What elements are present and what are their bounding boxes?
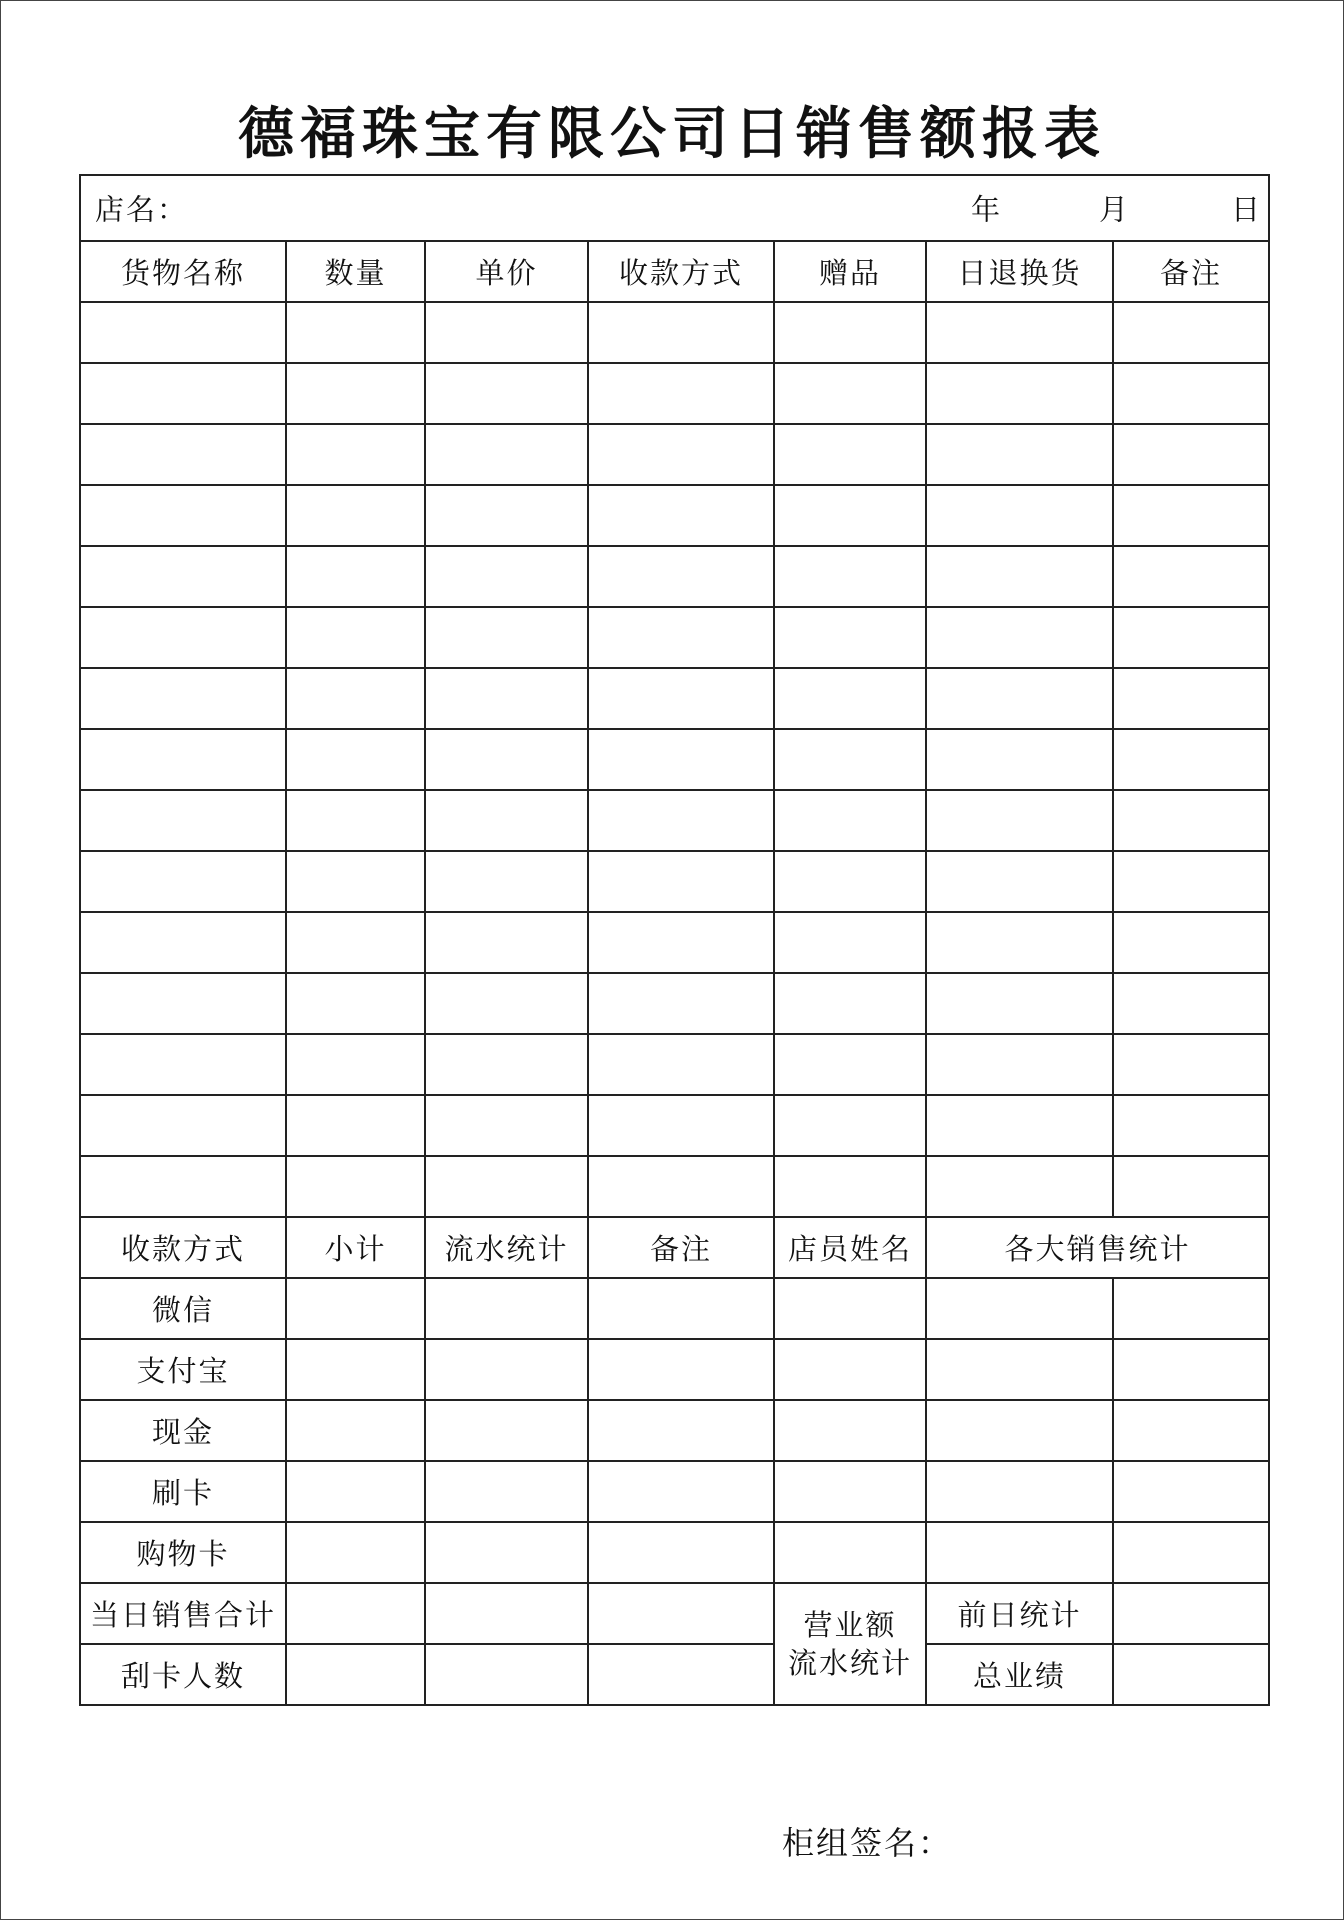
payment-row <box>80 1339 1269 1400</box>
item-cell[interactable] <box>774 729 926 790</box>
payment-cell[interactable] <box>286 1278 425 1339</box>
payment-cell[interactable] <box>425 1339 588 1400</box>
shop-date-row <box>80 175 1269 241</box>
payment-cell[interactable] <box>425 1278 588 1339</box>
payment-cell[interactable] <box>588 1339 774 1400</box>
payment-cell[interactable] <box>1113 1461 1269 1522</box>
summary-flow: 流水统计 <box>425 1217 588 1278</box>
item-row <box>80 302 1269 363</box>
header-returns: 日退换货 <box>926 241 1113 302</box>
item-row <box>80 1034 1269 1095</box>
counter-signature-label: 柜组签名： <box>782 1824 953 1862</box>
payment-cell[interactable] <box>1113 1278 1269 1339</box>
summary-subtotal: 小计 <box>286 1217 425 1278</box>
item-cell[interactable] <box>425 363 588 424</box>
item-cell[interactable] <box>774 546 926 607</box>
payment-cell[interactable] <box>1113 1522 1269 1583</box>
payment-label: 刷卡 <box>80 1461 286 1522</box>
overall-label: 总业绩 <box>926 1644 1113 1705</box>
item-cell[interactable] <box>774 912 926 973</box>
item-cell[interactable] <box>588 851 774 912</box>
item-cell[interactable] <box>926 302 1113 363</box>
item-cell[interactable] <box>926 1156 1113 1217</box>
item-cell[interactable] <box>80 1095 286 1156</box>
item-cell[interactable] <box>425 424 588 485</box>
payment-cell[interactable] <box>1113 1400 1269 1461</box>
item-cell[interactable] <box>80 1156 286 1217</box>
item-cell[interactable] <box>588 790 774 851</box>
payment-row <box>80 1461 1269 1522</box>
item-cell[interactable] <box>425 1034 588 1095</box>
item-row <box>80 973 1269 1034</box>
item-cell[interactable] <box>80 729 286 790</box>
card-count-row <box>80 1644 1269 1705</box>
item-cell[interactable] <box>1113 1034 1269 1095</box>
report-title: 德福珠宝有限公司日销售额报表 <box>238 101 1106 167</box>
header-goods-name: 货物名称 <box>80 241 286 302</box>
item-cell[interactable] <box>774 1095 926 1156</box>
year-label: 年 <box>971 192 1003 227</box>
payment-cell[interactable] <box>588 1278 774 1339</box>
prev-day-value[interactable] <box>1113 1583 1269 1644</box>
item-row <box>80 546 1269 607</box>
item-cell[interactable] <box>425 729 588 790</box>
summary-clerk-name: 店员姓名 <box>774 1217 926 1278</box>
item-cell[interactable] <box>926 607 1113 668</box>
sales-report-table <box>79 174 1270 1706</box>
item-cell[interactable] <box>588 363 774 424</box>
card-count-cell[interactable] <box>425 1644 588 1705</box>
item-cell[interactable] <box>286 1156 425 1217</box>
item-cell[interactable] <box>926 668 1113 729</box>
prev-day-label: 前日统计 <box>926 1583 1113 1644</box>
item-cell[interactable] <box>425 607 588 668</box>
payment-row <box>80 1278 1269 1339</box>
revenue-label-line1: 营业额 <box>803 1608 897 1642</box>
item-cell[interactable] <box>774 363 926 424</box>
item-cell[interactable] <box>1113 546 1269 607</box>
item-cell[interactable] <box>774 485 926 546</box>
item-row <box>80 729 1269 790</box>
item-cell[interactable] <box>926 851 1113 912</box>
payment-cell[interactable] <box>774 1461 926 1522</box>
payment-cell[interactable] <box>1113 1339 1269 1400</box>
item-cell[interactable] <box>1113 424 1269 485</box>
item-cell[interactable] <box>286 1034 425 1095</box>
item-row <box>80 363 1269 424</box>
item-cell[interactable] <box>774 790 926 851</box>
item-cell[interactable] <box>1113 302 1269 363</box>
item-cell[interactable] <box>1113 729 1269 790</box>
payment-cell[interactable] <box>926 1339 1113 1400</box>
item-cell[interactable] <box>1113 1095 1269 1156</box>
item-cell[interactable] <box>926 1095 1113 1156</box>
day-label: 日 <box>1231 192 1263 227</box>
item-row <box>80 607 1269 668</box>
item-cell[interactable] <box>286 790 425 851</box>
item-cell[interactable] <box>80 546 286 607</box>
item-cell[interactable] <box>286 912 425 973</box>
revenue-flow-label <box>774 1583 926 1705</box>
item-cell[interactable] <box>588 729 774 790</box>
item-cell[interactable] <box>80 302 286 363</box>
item-cell[interactable] <box>588 607 774 668</box>
item-cell[interactable] <box>425 973 588 1034</box>
item-cell[interactable] <box>425 485 588 546</box>
daily-total-row <box>80 1583 1269 1644</box>
item-cell[interactable] <box>588 1034 774 1095</box>
card-count-cell[interactable] <box>588 1644 774 1705</box>
item-cell[interactable] <box>80 485 286 546</box>
item-cell[interactable] <box>286 363 425 424</box>
payment-cell[interactable] <box>774 1400 926 1461</box>
item-cell[interactable] <box>1113 851 1269 912</box>
item-cell[interactable] <box>774 851 926 912</box>
item-cell[interactable] <box>926 424 1113 485</box>
item-cell[interactable] <box>286 851 425 912</box>
payment-cell[interactable] <box>286 1400 425 1461</box>
total-cell[interactable] <box>588 1583 774 1644</box>
payment-cell[interactable] <box>425 1400 588 1461</box>
item-row <box>80 1095 1269 1156</box>
overall-value[interactable] <box>1113 1644 1269 1705</box>
item-cell[interactable] <box>425 1156 588 1217</box>
item-cell[interactable] <box>1113 912 1269 973</box>
item-cell[interactable] <box>588 668 774 729</box>
item-cell[interactable] <box>774 607 926 668</box>
item-row <box>80 668 1269 729</box>
item-cell[interactable] <box>1113 973 1269 1034</box>
item-cell[interactable] <box>588 302 774 363</box>
item-row <box>80 851 1269 912</box>
payment-cell[interactable] <box>588 1522 774 1583</box>
item-cell[interactable] <box>80 668 286 729</box>
card-count-label: 刮卡人数 <box>80 1644 286 1705</box>
item-cell[interactable] <box>588 546 774 607</box>
payment-cell[interactable] <box>774 1278 926 1339</box>
daily-total-label: 当日销售合计 <box>80 1583 286 1644</box>
payment-cell[interactable] <box>926 1278 1113 1339</box>
item-row <box>80 424 1269 485</box>
item-cell[interactable] <box>1113 607 1269 668</box>
item-cell[interactable] <box>286 607 425 668</box>
payment-cell[interactable] <box>286 1522 425 1583</box>
item-cell[interactable] <box>588 1095 774 1156</box>
item-cell[interactable] <box>926 729 1113 790</box>
payment-cell[interactable] <box>588 1400 774 1461</box>
item-cell[interactable] <box>1113 363 1269 424</box>
item-cell[interactable] <box>80 363 286 424</box>
payment-cell[interactable] <box>425 1522 588 1583</box>
total-cell[interactable] <box>286 1583 425 1644</box>
payment-cell[interactable] <box>286 1461 425 1522</box>
item-cell[interactable] <box>80 790 286 851</box>
item-cell[interactable] <box>774 668 926 729</box>
payment-label: 现金 <box>80 1400 286 1461</box>
payment-cell[interactable] <box>774 1339 926 1400</box>
revenue-label-line2: 流水统计 <box>787 1646 912 1680</box>
shop-name-label: 店名： <box>95 192 189 227</box>
item-cell[interactable] <box>774 973 926 1034</box>
summary-major-sales: 各大销售统计 <box>926 1217 1269 1278</box>
payment-label: 微信 <box>80 1278 286 1339</box>
payment-cell[interactable] <box>425 1461 588 1522</box>
summary-payment-method: 收款方式 <box>80 1217 286 1278</box>
item-cell[interactable] <box>1113 1156 1269 1217</box>
payment-cell[interactable] <box>774 1522 926 1583</box>
header-payment-method: 收款方式 <box>588 241 774 302</box>
item-cell[interactable] <box>926 363 1113 424</box>
payment-cell[interactable] <box>926 1461 1113 1522</box>
item-header-row <box>80 241 1269 302</box>
card-count-cell[interactable] <box>286 1644 425 1705</box>
item-cell[interactable] <box>926 790 1113 851</box>
item-cell[interactable] <box>80 912 286 973</box>
payment-cell[interactable] <box>588 1461 774 1522</box>
item-cell[interactable] <box>286 1095 425 1156</box>
item-cell[interactable] <box>425 851 588 912</box>
item-cell[interactable] <box>1113 485 1269 546</box>
summary-header-row <box>80 1217 1269 1278</box>
total-cell[interactable] <box>425 1583 588 1644</box>
header-gift: 赠品 <box>774 241 926 302</box>
month-label: 月 <box>1099 192 1131 227</box>
item-cell[interactable] <box>80 1034 286 1095</box>
item-cell[interactable] <box>774 1034 926 1095</box>
item-cell[interactable] <box>1113 668 1269 729</box>
item-cell[interactable] <box>425 790 588 851</box>
item-cell[interactable] <box>286 424 425 485</box>
payment-row <box>80 1522 1269 1583</box>
summary-remarks: 备注 <box>588 1217 774 1278</box>
item-cell[interactable] <box>286 302 425 363</box>
payment-label: 购物卡 <box>80 1522 286 1583</box>
item-cell[interactable] <box>80 607 286 668</box>
item-cell[interactable] <box>425 302 588 363</box>
item-cell[interactable] <box>774 1156 926 1217</box>
item-cell[interactable] <box>926 546 1113 607</box>
item-row <box>80 485 1269 546</box>
item-cell[interactable] <box>286 546 425 607</box>
item-cell[interactable] <box>425 912 588 973</box>
item-row <box>80 790 1269 851</box>
item-cell[interactable] <box>926 1034 1113 1095</box>
item-cell[interactable] <box>425 668 588 729</box>
item-cell[interactable] <box>425 1095 588 1156</box>
item-cell[interactable] <box>425 546 588 607</box>
item-cell[interactable] <box>1113 790 1269 851</box>
payment-row <box>80 1400 1269 1461</box>
item-cell[interactable] <box>926 973 1113 1034</box>
item-cell[interactable] <box>588 485 774 546</box>
item-cell[interactable] <box>80 851 286 912</box>
header-quantity: 数量 <box>286 241 425 302</box>
item-cell[interactable] <box>588 912 774 973</box>
item-cell[interactable] <box>926 912 1113 973</box>
item-cell[interactable] <box>80 424 286 485</box>
item-cell[interactable] <box>286 668 425 729</box>
header-remarks: 备注 <box>1113 241 1269 302</box>
payment-cell[interactable] <box>286 1339 425 1400</box>
item-cell[interactable] <box>286 729 425 790</box>
item-row <box>80 1156 1269 1217</box>
payment-cell[interactable] <box>926 1400 1113 1461</box>
item-cell[interactable] <box>774 424 926 485</box>
payment-cell[interactable] <box>926 1522 1113 1583</box>
item-cell[interactable] <box>80 973 286 1034</box>
item-cell[interactable] <box>588 1156 774 1217</box>
item-cell[interactable] <box>926 485 1113 546</box>
item-cell[interactable] <box>588 424 774 485</box>
item-cell[interactable] <box>588 973 774 1034</box>
item-cell[interactable] <box>774 302 926 363</box>
header-unit-price: 单价 <box>425 241 588 302</box>
item-cell[interactable] <box>286 485 425 546</box>
payment-label: 支付宝 <box>80 1339 286 1400</box>
item-row <box>80 912 1269 973</box>
item-cell[interactable] <box>286 973 425 1034</box>
